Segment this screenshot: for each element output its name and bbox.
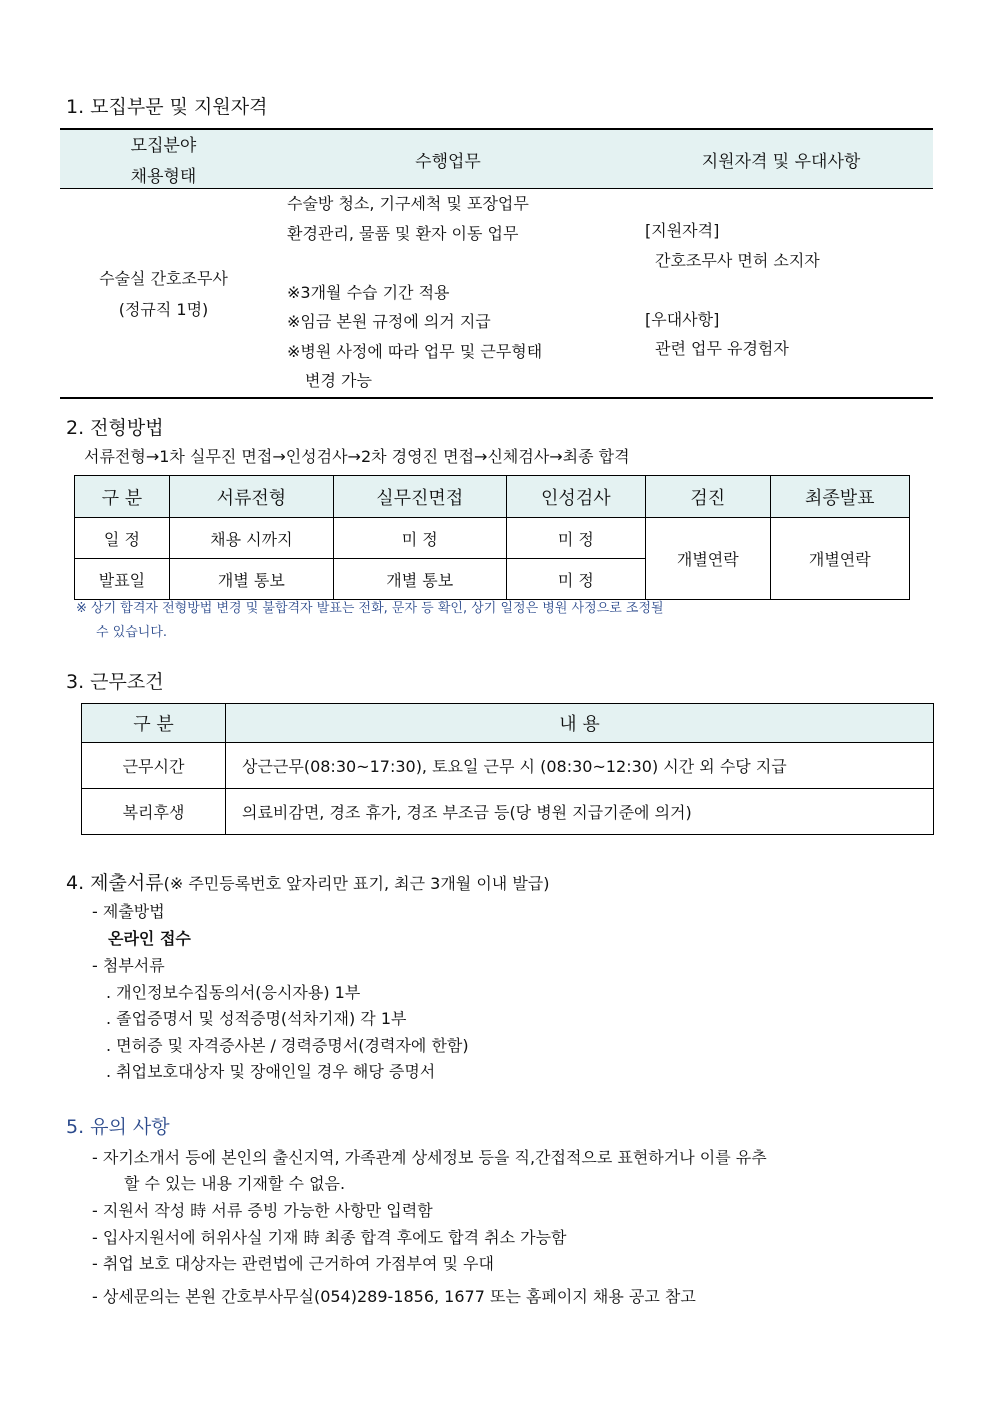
- doc-item: . 취업보호대상자 및 장애인일 경우 해당 증명서: [106, 1062, 436, 1081]
- section3-heading: 3. 근무조건: [66, 671, 164, 693]
- notice-item: - 취업 보호 대상자는 관련법에 근거하여 가점부여 및 우대: [92, 1254, 494, 1273]
- notice-item: - 자기소개서 등에 본인의 출신지역, 가족관계 상세정보 등을 직,간접적으로 표현하거나 이를 유추: [92, 1148, 767, 1167]
- notice-item: - 입사지원서에 허위사실 기재 時 최종 합격 후에도 합격 취소 가능함: [92, 1228, 567, 1247]
- section4-heading-line: [66, 868, 549, 895]
- header-duties: 수행업무: [267, 129, 629, 189]
- cell: 미 정: [506, 559, 645, 600]
- section2-heading: 2. 전형방법: [66, 417, 164, 439]
- section5-heading: 5. 유의 사항: [66, 1116, 170, 1138]
- row-value: 의료비감면, 경조 휴가, 경조 부조금 등(당 병원 지급기준에 의거): [226, 789, 934, 835]
- cell: 미 정: [506, 518, 645, 559]
- col-header: 인성검사: [506, 476, 645, 518]
- row-label: 복리후생: [82, 789, 226, 835]
- cell: 개별 통보: [169, 559, 333, 600]
- field-cell: [60, 189, 267, 398]
- col-header: 실무진면접: [333, 476, 506, 518]
- row-label-schedule: 일 정: [75, 518, 170, 559]
- qualification-cell: [629, 189, 933, 398]
- doc-item: . 면허증 및 자격증사본 / 경력증명서(경력자에 한함): [106, 1036, 469, 1055]
- notice-item-cont: 할 수 있는 내용 기재할 수 없음.: [124, 1174, 346, 1193]
- field-name: 수술실 간호조무사: [99, 268, 228, 288]
- qual-label: [지원자격]: [645, 221, 720, 240]
- header-qualification: 지원자격 및 우대사항: [629, 129, 933, 189]
- final-announce-cell: 개별연락: [770, 518, 909, 600]
- duties-cell: [267, 189, 629, 398]
- duty-line: ※병원 사정에 따라 업무 및 근무형태: [287, 341, 543, 361]
- duty-line: 변경 가능: [305, 371, 372, 390]
- row-label-announce: 발표일: [75, 559, 170, 600]
- section4-heading-note: (※ 주민등록번호 앞자리만 표기, 최근 3개월 이내 발급): [163, 874, 550, 893]
- section4-heading: 4. 제출서류: [66, 872, 164, 894]
- pref-value: 관련 업무 유경험자: [655, 339, 789, 358]
- col-header: 내 용: [226, 704, 934, 743]
- method-value: 온라인 접수: [108, 929, 191, 948]
- col-header: 최종발표: [770, 476, 909, 518]
- cell: 미 정: [333, 518, 506, 559]
- cell: 개별 통보: [333, 559, 506, 600]
- cell: 채용 시까지: [169, 518, 333, 559]
- notice-item: - 상세문의는 본원 간호부사무실(054)289-1856, 1677 또는 홈페이지 채용 공고 참고: [92, 1287, 696, 1306]
- recruitment-table: [60, 128, 933, 399]
- col-header: 구 분: [82, 704, 226, 743]
- field-type: (정규직 1명): [118, 299, 209, 319]
- qual-value: 간호조무사 면허 소지자: [655, 250, 820, 270]
- duty-line: ※3개월 수습 기간 적용: [287, 282, 450, 302]
- notice-item: - 지원서 작성 時 서류 증빙 가능한 사항만 입력함: [92, 1201, 433, 1220]
- selection-note: ※ 상기 합격자 전형방법 변경 및 불합격자 발표는 전화, 문자 등 확인, 상기 일정은 병원 사정으로 조정될: [76, 601, 664, 616]
- duty-line: 수술방 청소, 기구세척 및 포장업무: [287, 194, 529, 213]
- selection-note-cont: 수 있습니다.: [96, 625, 168, 640]
- work-conditions-table: [81, 703, 934, 835]
- header-field: [60, 129, 267, 189]
- header-field-line1: 모집분야: [130, 136, 197, 156]
- selection-table: [74, 475, 910, 600]
- docs-label: - 첨부서류: [92, 956, 165, 975]
- duty-line: 환경관리, 물품 및 환자 이동 업무: [287, 223, 519, 243]
- col-header: 구 분: [75, 476, 170, 518]
- doc-item: . 개인정보수집동의서(응시자용) 1부: [106, 983, 361, 1002]
- header-field-line2: 채용형태: [130, 167, 197, 187]
- duty-line: ※임금 본원 규정에 의거 지급: [287, 312, 491, 331]
- col-header: 서류전형: [169, 476, 333, 518]
- selection-flow: 서류전형→1차 실무진 면접→인성검사→2차 경영진 면접→신체검사→최종 합격: [84, 447, 630, 466]
- pref-label: [우대사항]: [645, 309, 720, 329]
- row-label: 근무시간: [82, 743, 226, 789]
- section1-heading: 1. 모집부문 및 지원자격: [66, 96, 268, 118]
- checkup-cell: 개별연락: [646, 518, 771, 600]
- col-header: 검진: [646, 476, 771, 518]
- doc-item: . 졸업증명서 및 성적증명(석차기재) 각 1부: [106, 1009, 407, 1028]
- row-value: 상근근무(08:30~17:30), 토요일 근무 시 (08:30~12:30) 시간 외 수당 지급: [226, 743, 934, 789]
- method-label: - 제출방법: [92, 902, 165, 921]
